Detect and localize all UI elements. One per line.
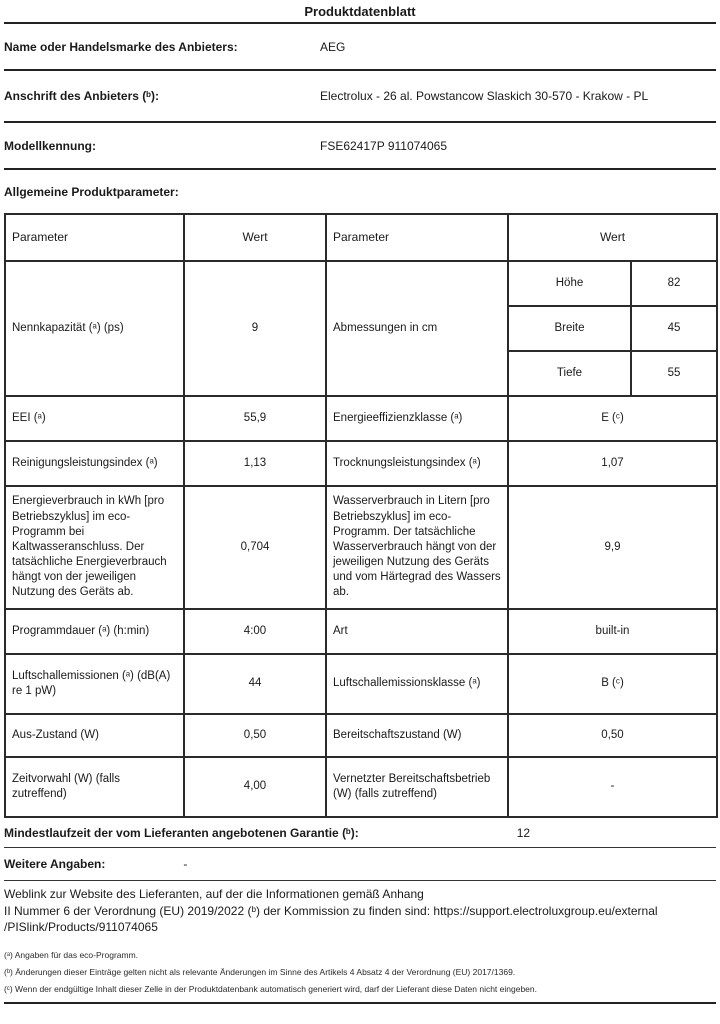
doc-title: Produktdatenblatt: [4, 0, 716, 24]
weblink-line: Weblink zur Website des Lieferanten, auf der die Informationen gemäß Anhang: [4, 887, 424, 901]
param-label-cell: Abmessungen in cm: [326, 261, 508, 396]
param-label-cell: Energieeffizienzklasse (ᵃ): [326, 396, 508, 441]
table-row-duration-type: [5, 609, 717, 654]
guarantee-row: [4, 818, 716, 848]
param-value-cell: 55,9: [184, 396, 326, 441]
param-label-cell: Programmdauer (ᵃ) (h:min): [5, 609, 184, 654]
param-label-cell: Luftschallemissionen (ᵃ) (dB(A) re 1 pW): [5, 654, 184, 714]
dimension-value-cell: 45: [631, 306, 717, 351]
supplier-address-row: [4, 71, 716, 123]
table-row-energy-water: [5, 486, 717, 609]
supplier-name-value: AEG: [320, 39, 346, 54]
section-title-general-parameters: Allgemeine Produktparameter:: [4, 184, 179, 199]
model-value: FSE62417P 911074065: [320, 138, 448, 153]
table-row-delay-networked: [5, 757, 717, 817]
param-value-cell: 0,50: [508, 714, 717, 757]
param-value-cell: B (ᶜ): [508, 654, 717, 714]
param-value-cell: 4,00: [184, 757, 326, 817]
additional-info-label: Weitere Angaben:: [4, 857, 106, 871]
guarantee-label: Mindestlaufzeit der vom Lieferanten angebotenen Garantie (ᵇ):: [4, 825, 359, 840]
param-value-cell: 1,07: [508, 441, 717, 486]
param-value-cell: 9,9: [508, 486, 717, 609]
param-value-cell: -: [508, 757, 717, 817]
footnote-b: (ᵇ) Änderungen dieser Einträge gelten nicht als relevante Änderungen im Sinne des Artikels 4 Absatz 4 der Verordnung (EU) 2017/1369.: [4, 966, 516, 977]
param-value-cell: 9: [184, 261, 326, 396]
param-label-cell: Aus-Zustand (W): [5, 714, 184, 757]
param-label-cell: Vernetzter Bereitschaftsbetrieb (W) (falls zutreffend): [326, 757, 508, 817]
param-label-cell: Wasserverbrauch in Litern [pro Betriebszyklus] im eco-Programm. Der tatsächliche Wasserverbrauch hängt von der jeweiligen Nutzung des Geräts und vom Härtegrad des Wassers ab.: [326, 486, 508, 609]
table-row-capacity-dimensions: [5, 261, 717, 306]
footnote-a: (ᵃ) Angaben für das eco-Programm.: [4, 949, 139, 960]
param-label-cell: Art: [326, 609, 508, 654]
supplier-name-label: Name oder Handelsmarke des Anbieters:: [4, 39, 238, 54]
weblink-url-line[interactable]: II Nummer 6 der Verordnung (EU) 2019/2022 (ᵇ) der Kommission zu finden sind: https://support.electroluxgroup.eu/external: [4, 903, 658, 918]
col-header-wert-left: Wert: [184, 214, 326, 261]
dimension-value-cell: 82: [631, 261, 717, 306]
param-value-cell: 4:00: [184, 609, 326, 654]
param-value-cell: 0,704: [184, 486, 326, 609]
param-value-cell: 0,50: [184, 714, 326, 757]
additional-info-row: [4, 848, 716, 881]
dimension-value-cell: 55: [631, 351, 717, 396]
param-label-cell: Nennkapazität (ᵃ) (ps): [5, 261, 184, 396]
table-row-noise: [5, 654, 717, 714]
model-row: [4, 123, 716, 170]
guarantee-value: 12: [516, 825, 531, 840]
weblink-paragraph: [4, 881, 716, 940]
table-row-eei: [5, 396, 717, 441]
model-label: Modellkennung:: [4, 138, 96, 153]
table-row-cleaning-index: [5, 441, 717, 486]
supplier-address-value: Electrolux - 26 al. Powstancow Slaskich 30-570 - Krakow - PL: [320, 89, 649, 103]
col-header-wert-right: Wert: [508, 214, 717, 261]
param-value-cell: built-in: [508, 609, 717, 654]
param-value-cell: 44: [184, 654, 326, 714]
param-label-cell: Reinigungsleistungsindex (ᵃ): [5, 441, 184, 486]
dimension-name-cell: Tiefe: [508, 351, 631, 396]
table-header-row: [5, 214, 717, 261]
dimension-name-cell: Breite: [508, 306, 631, 351]
supplier-name-row: [4, 24, 716, 71]
weblink-url-line[interactable]: /PISlink/Products/911074065: [4, 920, 158, 935]
param-value-cell: E (ᶜ): [508, 396, 717, 441]
param-label-cell: Luftschallemissionsklasse (ᵃ): [326, 654, 508, 714]
param-label-cell: Bereitschaftszustand (W): [326, 714, 508, 757]
param-label-cell: Zeitvorwahl (W) (falls zutreffend): [5, 757, 184, 817]
col-header-parameter-left: Parameter: [5, 214, 184, 261]
additional-info-value: -: [183, 857, 188, 871]
dimension-name-cell: Höhe: [508, 261, 631, 306]
footnotes: [4, 940, 716, 1004]
param-label-cell: Trocknungsleistungsindex (ᵃ): [326, 441, 508, 486]
supplier-address-label: Anschrift des Anbieters (ᵇ):: [4, 89, 159, 103]
param-label-cell: EEI (ᵃ): [5, 396, 184, 441]
table-row-off-standby: [5, 714, 717, 757]
product-parameters-table: [4, 213, 718, 818]
param-label-cell: Energieverbrauch in kWh [pro Betriebszyklus] im eco-Programm bei Kaltwasseranschluss. Der tatsächliche Energieverbrauch hängt von der jeweiligen Nutzung des Geräts ab.: [5, 486, 184, 609]
col-header-parameter-right: Parameter: [326, 214, 508, 261]
param-value-cell: 1,13: [184, 441, 326, 486]
footnote-c: (ᶜ) Wenn der endgültige Inhalt dieser Zelle in der Produktdatenbank automatisch generiert wird, darf der Lieferant diese Daten nicht eingeben.: [4, 983, 538, 994]
